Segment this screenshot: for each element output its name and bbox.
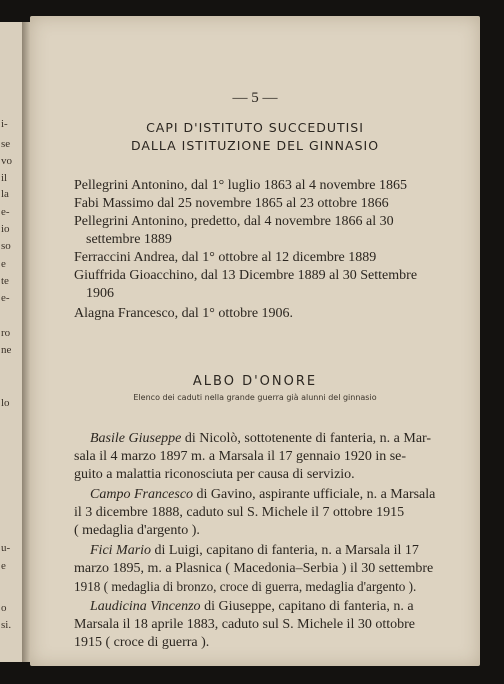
left-fragment: e- (1, 292, 10, 304)
list-line: Giuffrida Gioacchino, dal 13 Dicembre 1889 al 30 Settembre (74, 268, 418, 283)
left-page-edge (0, 22, 24, 662)
left-fragment: e (1, 258, 6, 270)
honor-entry-line: marzo 1895, m. a Plasnica ( Macedonia–Serbia ) il 30 settembre (74, 561, 434, 576)
honor-entry-line: sala il 4 marzo 1897 m. a Marsala il 17 gennaio 1920 in se- (74, 449, 407, 464)
list-line: Pellegrini Antonino, predetto, dal 4 novembre 1866 al 30 (74, 214, 394, 229)
left-fragment: si. (1, 619, 12, 631)
honor-entry-line: guito a malattia riconosciuta per causa di servizio. (74, 467, 355, 482)
honor-entry-line: il 3 dicembre 1888, caduto sul S. Michele il 7 ottobre 1915 (74, 505, 405, 520)
honor-entry-line: 1918 ( medaglia di bronzo, croce di guerra, medaglia d'argento ). (74, 579, 417, 594)
list-line: settembre 1889 (86, 232, 172, 247)
honor-entry-line: Basile Giuseppe di Nicolò, sottotenente di fanteria, n. a Mar- (90, 431, 432, 446)
honor-entry-line: Fici Mario di Luigi, capitano di fanteria, n. a Marsala il 17 (90, 543, 419, 558)
left-fragment: la (1, 188, 9, 200)
honor-entry-line: Marsala il 18 aprile 1883, caduto sul S. Michele il 30 ottobre (74, 617, 415, 632)
fallen-name: Laudicina Vincenzo (90, 599, 201, 614)
left-fragment: u- (1, 542, 11, 554)
left-fragment: lo (1, 397, 10, 409)
left-fragment: vo (1, 155, 12, 167)
honor-entry-line: Laudicina Vincenzo di Giuseppe, capitano di fanteria, n. a (90, 599, 414, 614)
honor-entry-line: Campo Francesco di Gavino, aspirante ufficiale, n. a Marsala (90, 487, 436, 502)
left-fragment: so (1, 240, 11, 252)
list-line: Alagna Francesco, dal 1° ottobre 1906. (74, 306, 294, 321)
list-line: Ferraccini Andrea, dal 1° ottobre al 12 dicembre 1889 (74, 250, 377, 265)
left-fragment: se (1, 138, 11, 150)
left-fragment: ro (1, 327, 11, 339)
albo-subtitle: Elenco dei caduti nella grande guerra già alunni del ginnasio (133, 393, 377, 402)
book-page (30, 16, 480, 666)
left-fragment: e- (1, 206, 10, 218)
list-line: 1906 (86, 286, 114, 301)
section-title-line2: DALLA ISTITUZIONE DEL GINNASIO (130, 138, 380, 153)
list-line: Fabi Massimo dal 25 novembre 1865 al 23 ottobre 1866 (74, 196, 389, 211)
left-fragment: te (1, 275, 9, 287)
left-fragment: ne (1, 344, 12, 356)
page-number: — 5 — (232, 90, 278, 106)
left-fragment: e (1, 560, 6, 572)
list-line: Pellegrini Antonino, dal 1° luglio 1863 al 4 novembre 1865 (74, 178, 408, 193)
albo-title: ALBO D'ONORE (192, 374, 318, 389)
left-fragment: il (1, 172, 8, 184)
fallen-name: Fici Mario (90, 543, 152, 558)
honor-entry-line: 1915 ( croce di guerra ). (74, 635, 210, 650)
left-fragment: o (1, 602, 7, 614)
fallen-name: Basile Giuseppe (90, 431, 182, 446)
left-fragment: i- (1, 118, 8, 130)
section-title-line1: CAPI D'ISTITUTO SUCCEDUTISI (146, 120, 364, 135)
left-fragment: io (1, 223, 10, 235)
fallen-name: Campo Francesco (90, 487, 194, 502)
honor-entry-line: ( medaglia d'argento ). (74, 523, 200, 538)
